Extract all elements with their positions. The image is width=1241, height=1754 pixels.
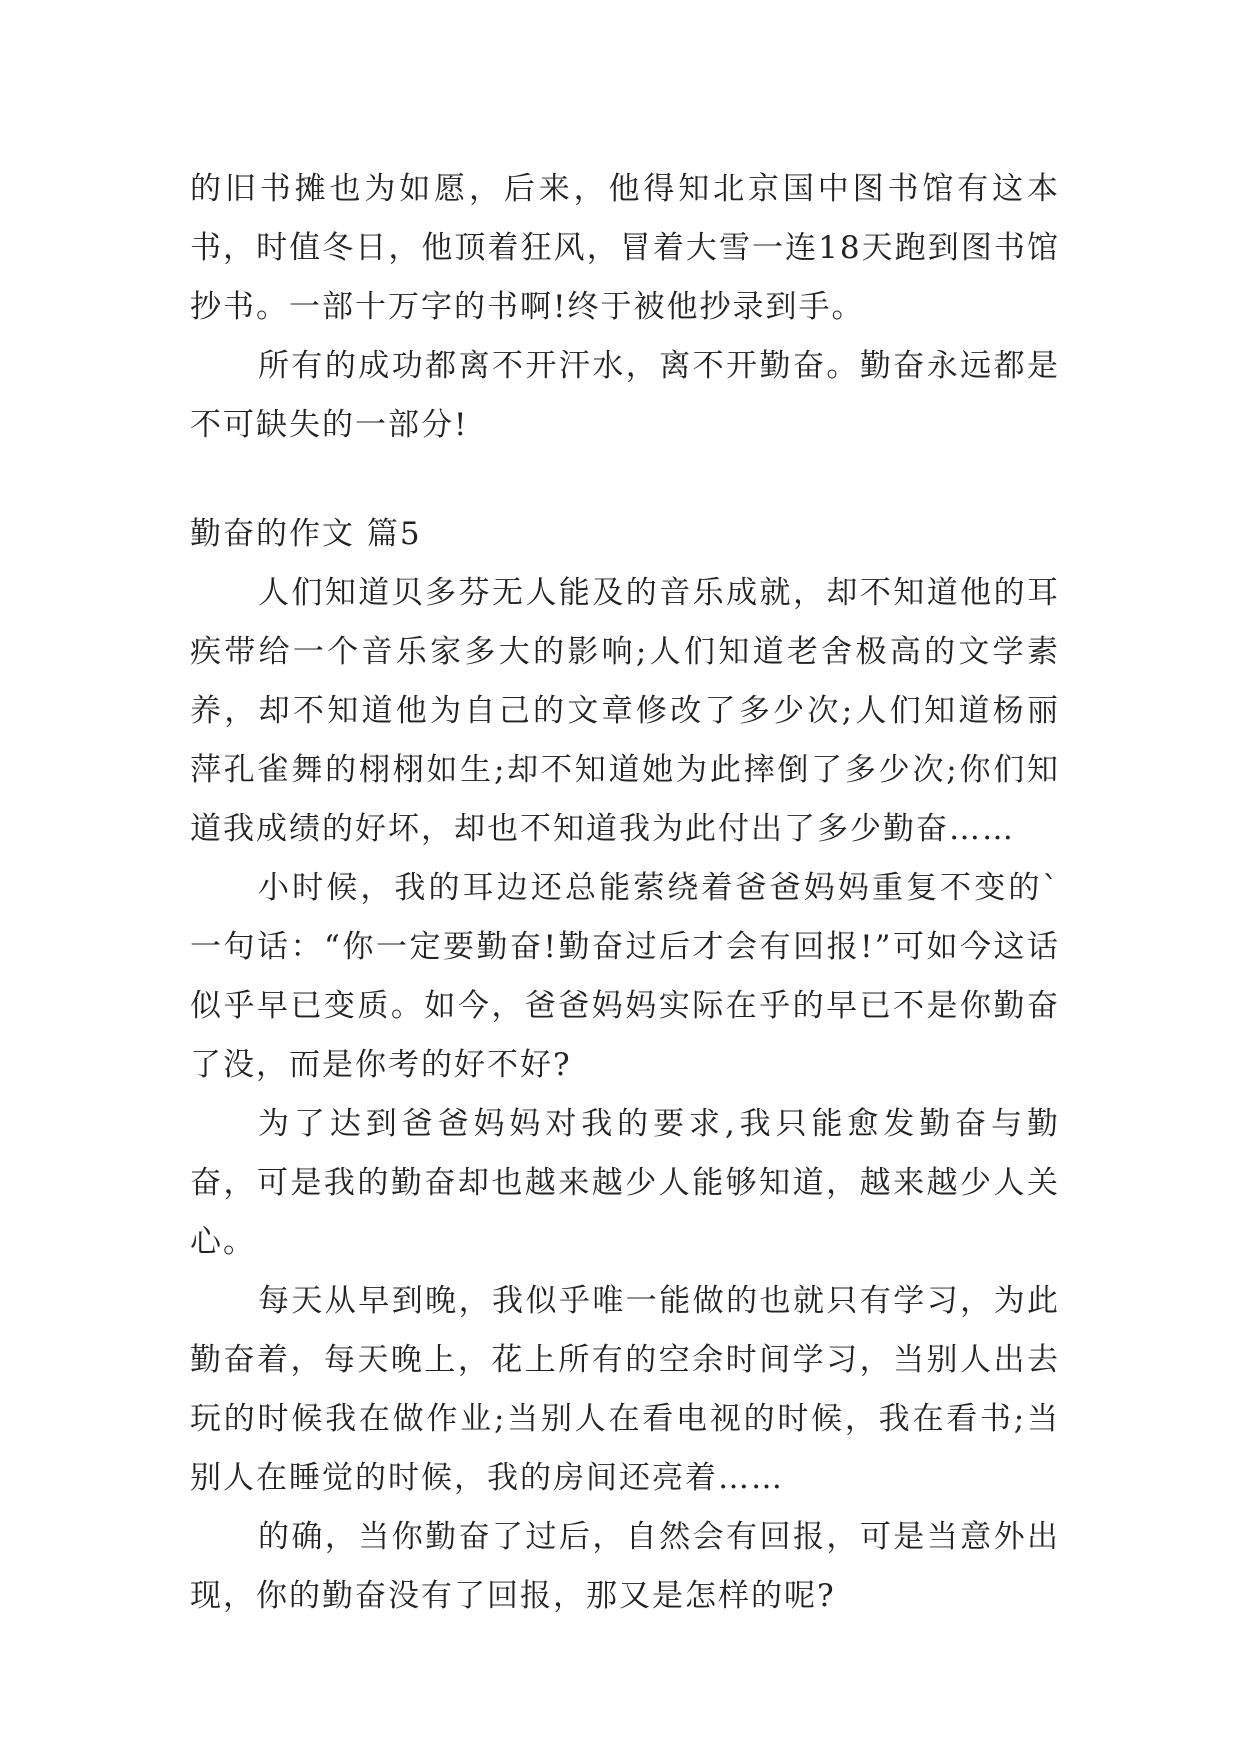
continued-paragraph: 的旧书摊也为如愿，后来，他得知北京国中图书馆有这本书，时值冬日，他顶着狂风，冒着大雪一连18天跑到图书馆抄书。一部十万字的书啊!终于被他抄录到手。 [190,171,1060,325]
section-title: 勤奋的作文 篇5 [190,516,422,552]
body-paragraph-2: 小时候，我的耳边还总能萦绕着爸爸妈妈重复不变的`一句话：“你一定要勤奋!勤奋过后才会有回报!”可如今这话似乎早已变质。如今，爸爸妈妈实际在乎的早已不是你勤奋了没，而是你考的好不好? [190,870,1060,1083]
document-body [190,160,1060,1626]
conclusion-paragraph: 所有的成功都离不开汗水，离不开勤奋。勤奋永远都是不可缺失的一部分! [190,348,1060,443]
body-paragraph-3: 为了达到爸爸妈妈对我的要求,我只能愈发勤奋与勤奋，可是我的勤奋却也越来越少人能够知道，越来越少人关心。 [190,1106,1060,1260]
body-paragraph-5: 的确，当你勤奋了过后，自然会有回报，可是当意外出现，你的勤奋没有了回报，那又是怎样的呢? [190,1519,1060,1614]
body-paragraph-4: 每天从早到晚，我似乎唯一能做的也就只有学习，为此勤奋着，每天晚上，花上所有的空余时间学习，当别人出去玩的时候我在做作业;当别人在看电视的时候，我在看书;当别人在睡觉的时候，我的房间还亮着…… [190,1283,1060,1496]
body-paragraph-1: 人们知道贝多芬无人能及的音乐成就，却不知道他的耳疾带给一个音乐家多大的影响;人们知道老舍极高的文学素养，却不知道他为自己的文章修改了多少次;人们知道杨丽萍孔雀舞的栩栩如生;却不知道她为此摔倒了多少次;你们知道我成绩的好坏，却也不知道我为此付出了多少勤奋…… [190,575,1060,847]
